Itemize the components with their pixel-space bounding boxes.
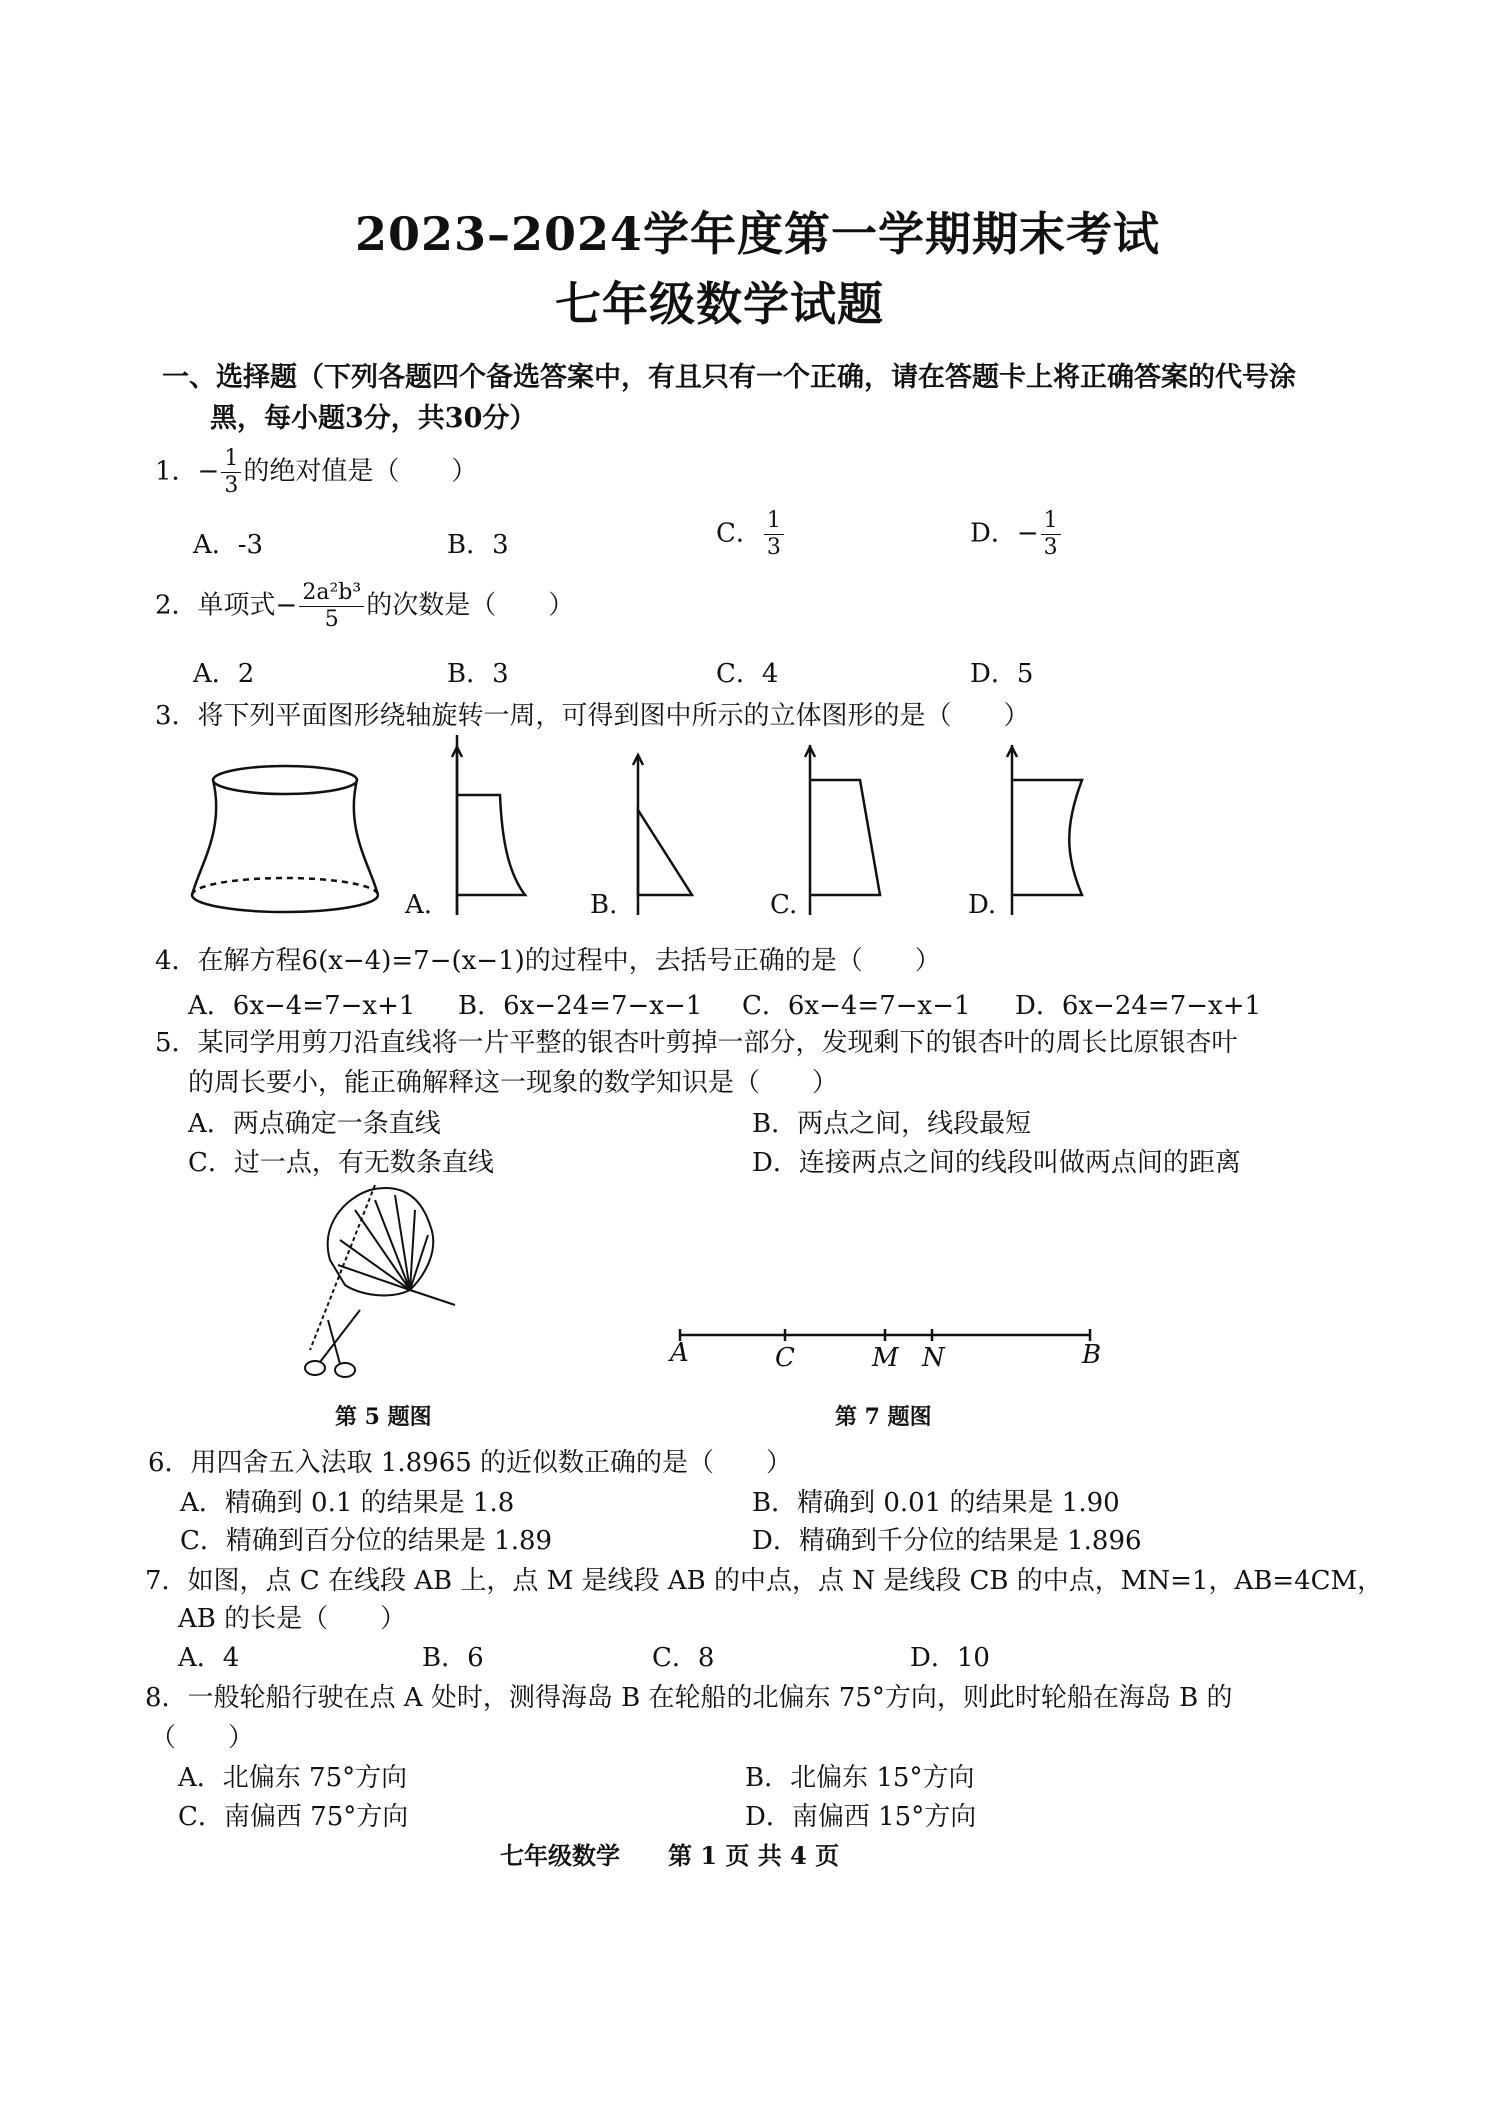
- section-1-instructions-line2: 黑，每小题3分，共30分）: [210, 403, 537, 434]
- point-a-label: A: [670, 1338, 689, 1368]
- q5-option-d: D．连接两点之间的线段叫做两点间的距离: [752, 1148, 1241, 1178]
- question-4-stem: 4．在解方程6(x−4)=7−(x−1)的过程中，去括号正确的是（ ）: [155, 946, 941, 976]
- q5-option-b: B．两点之间，线段最短: [752, 1109, 1032, 1139]
- q1-option-d: D．− $\frac{1}{3}$: [970, 510, 1063, 559]
- q2-option-c: C．4: [716, 659, 779, 689]
- question-7-line2: AB 的长是（ ）: [178, 1604, 407, 1634]
- q8-option-d: D．南偏西 15°方向: [745, 1802, 977, 1832]
- q7-option-a: A．4: [178, 1643, 240, 1673]
- q7-option-d: D．10: [910, 1643, 990, 1673]
- q6-option-b: B．精确到 0.01 的结果是 1.90: [752, 1488, 1120, 1518]
- question-5-line2: 的周长要小，能正确解释这一现象的数学知识是（ ）: [188, 1068, 839, 1098]
- question-3-stem: 3．将下列平面图形绕轴旋转一周，可得到图中所示的立体图形的是（ ）: [155, 701, 1030, 731]
- q5-option-a: A．两点确定一条直线: [188, 1109, 441, 1139]
- figure-5-caption: 第 5 题图: [335, 1404, 432, 1430]
- page-footer: 七年级数学 第 1 页 共 4 页: [500, 1841, 840, 1870]
- question-2-number: 2．单项式: [155, 590, 276, 621]
- point-c-label: C: [775, 1343, 795, 1373]
- point-n-label: N: [922, 1343, 945, 1373]
- q3-label-a: A.: [405, 890, 433, 920]
- q1-option-b: B．3: [447, 530, 509, 560]
- q1-d-denominator: 3: [1043, 535, 1058, 560]
- rotation-solid: [192, 766, 378, 912]
- figure-7-caption: 第 7 题图: [835, 1404, 932, 1430]
- point-m-label: M: [872, 1343, 899, 1373]
- section-1-instructions-line1: 一、选择题（下列各题四个备选答案中，有且只有一个正确，请在答题卡上将正确答案的代号涂: [162, 362, 1296, 393]
- q4-option-c: C．6x−4=7−x−1: [742, 991, 971, 1021]
- question-8-line2: （ ）: [150, 1723, 255, 1753]
- question-1-number: 1．: [155, 456, 198, 487]
- q1-option-c-label: C．: [716, 518, 762, 549]
- question-6-stem: 6．用四舍五入法取 1.8965 的近似数正确的是（ ）: [148, 1448, 793, 1478]
- exam-title: 2023–2024学年度第一学期期末考试: [355, 207, 1161, 261]
- q8-option-c: C．南偏西 75°方向: [178, 1802, 409, 1832]
- q1-option-d-label: D．: [970, 518, 1017, 549]
- q8-option-a: A．北偏东 75°方向: [178, 1763, 408, 1793]
- ginkgo-leaf-scissors-figure: [290, 1180, 480, 1385]
- q1-option-a: A．-3: [193, 530, 264, 560]
- q8-option-b: B．北偏东 15°方向: [745, 1763, 975, 1793]
- q1-c-denominator: 3: [766, 535, 781, 560]
- q6-option-c: C．精确到百分位的结果是 1.89: [180, 1526, 553, 1556]
- q3-label-c: C.: [770, 890, 798, 920]
- option-a-shape: [452, 735, 525, 915]
- q2-option-d: D．5: [970, 659, 1034, 689]
- q3-label-b: B.: [590, 890, 618, 920]
- question-2-stem: 的次数是（ ）: [366, 590, 575, 621]
- q1-c-numerator: 1: [764, 510, 784, 535]
- q1-d-numerator: 1: [1041, 510, 1061, 535]
- q1-frac-denominator: 3: [224, 473, 239, 498]
- q5-option-c: C．过一点，有无数条直线: [188, 1148, 494, 1178]
- q4-option-b: B．6x−24=7−x−1: [458, 991, 703, 1021]
- question-7-line1: 7．如图，点 C 在线段 AB 上，点 M 是线段 AB 的中点，点 N 是线段 CB 的中点，MN=1，AB=4CM，: [145, 1566, 1384, 1596]
- q4-option-a: A．6x−4=7−x+1: [188, 991, 416, 1021]
- question-2: 2．单项式− $\frac{\text{2a²b³}}{5}$ 的次数是（ ）: [155, 580, 575, 632]
- q2-frac-denominator: 5: [324, 607, 339, 632]
- q7-option-b: B．6: [422, 1643, 484, 1673]
- q2-option-b: B．3: [447, 659, 509, 689]
- q2-frac-numerator: 2a²b³: [299, 582, 364, 607]
- q2-option-a: A．2: [193, 659, 255, 689]
- exam-subtitle: 七年级数学试题: [555, 277, 884, 331]
- q6-option-d: D．精确到千分位的结果是 1.896: [752, 1526, 1142, 1556]
- q6-option-a: A．精确到 0.1 的结果是 1.8: [180, 1488, 515, 1518]
- question-1-stem: 的绝对值是（ ）: [243, 456, 478, 487]
- q7-option-c: C．8: [652, 1643, 715, 1673]
- question-1: 1．− $\frac{1}{3}$ 的绝对值是（ ）: [155, 446, 478, 498]
- question-5-line1: 5．某同学用剪刀沿直线将一片平整的银杏叶剪掉一部分，发现剩下的银杏叶的周长比原银杏叶: [155, 1028, 1238, 1058]
- q3-label-d: D.: [968, 890, 997, 920]
- option-d-shape: [1007, 745, 1082, 915]
- point-b-label: B: [1082, 1340, 1102, 1370]
- option-b-shape: [633, 755, 692, 915]
- question-1-fraction: [221, 448, 241, 497]
- q1-option-c: [716, 510, 786, 559]
- question-8-line1: 8．一般轮船行驶在点 A 处时，测得海岛 B 在轮船的北偏东 75°方向，则此时轮船在海岛 B 的: [145, 1683, 1233, 1713]
- option-c-shape: [805, 745, 880, 915]
- q1-frac-numerator: 1: [221, 448, 241, 473]
- q4-option-d: D．6x−24=7−x+1: [1015, 991, 1262, 1021]
